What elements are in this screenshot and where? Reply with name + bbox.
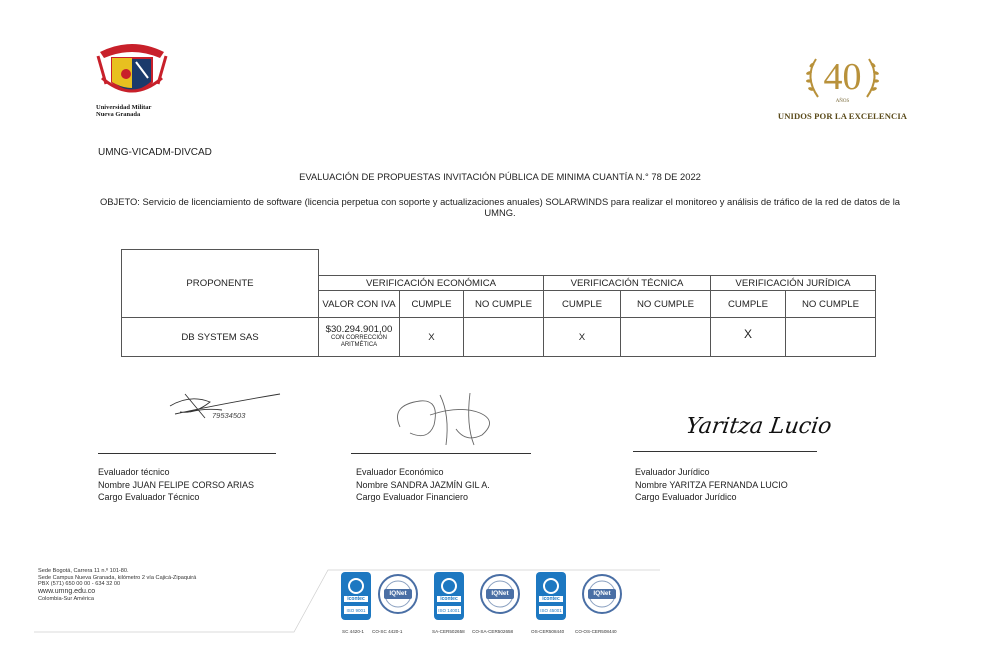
anniversary-logo — [770, 55, 915, 125]
technical-not-complies-header: NO CUMPLE — [621, 291, 711, 318]
cert-standard: ISO 9001 — [346, 608, 366, 613]
proponent-name: DB SYSTEM SAS — [122, 318, 319, 357]
economic-not-complies-header: NO CUMPLE — [464, 291, 544, 318]
value-cell — [319, 318, 400, 357]
technical-complies-mark: X — [544, 318, 621, 357]
cert-org: icontec — [347, 596, 365, 602]
evaluation-table — [121, 249, 876, 357]
cert-code: CO-OS-CER508440 — [575, 629, 617, 634]
icontec-iso45001-badge — [536, 572, 566, 625]
proposal-value: $30.294.901,00 — [325, 324, 393, 335]
economic-signature-line — [351, 453, 531, 454]
legal-verification-header: VERIFICACIÓN JURÍDICA — [711, 276, 876, 291]
icontec-iso14001-badge — [434, 572, 464, 625]
anniversary-label: AÑOS — [835, 99, 850, 104]
legal-evaluator-role: Evaluador Jurídico — [635, 467, 710, 477]
document-objective: OBJETO: Servicio de licenciamiento de software (licencia perpetua con soporte y actualizaciones anuales) SOLARWINDS para realizar el monitoreo y análisis de tráfico de la red de datos de la UMNG. — [99, 196, 901, 218]
website-link[interactable]: www.umng.edu.co — [38, 587, 96, 595]
iqnet-badge — [378, 572, 418, 621]
cert-code: CO-SA-CER502658 — [472, 629, 514, 634]
cert-org: IQNet — [593, 590, 611, 597]
technical-verification-header: VERIFICACIÓN TÉCNICA — [544, 276, 711, 291]
address-line: Sede Bogotá, Carrera 11 n.º 101-80. — [38, 568, 129, 574]
legal-complies-header: CUMPLE — [711, 291, 786, 318]
table-row — [122, 318, 876, 357]
legal-not-complies-header: NO CUMPLE — [786, 291, 876, 318]
economic-evaluator-block — [356, 466, 490, 504]
economic-evaluator-signature — [370, 385, 510, 455]
technical-evaluator-handwritten-id: 79534503 — [212, 411, 246, 420]
phone-line: PBX (571) 650 00 00 - 634 32 00 — [38, 581, 121, 588]
legal-evaluator-name: Nombre YARITZA FERNANDA LUCIO — [635, 479, 788, 490]
legal-complies-mark: X — [711, 318, 786, 357]
iqnet-badge — [582, 572, 622, 621]
value-with-vat-header: VALOR CON IVA — [319, 291, 400, 318]
economic-complies-header: CUMPLE — [400, 291, 464, 318]
cert-standard: ISO 45001 — [540, 608, 562, 613]
legal-signature-line — [633, 451, 817, 452]
university-logo — [92, 38, 172, 122]
icontec-iso9001-badge — [341, 572, 371, 625]
header-spacer — [319, 250, 876, 276]
iqnet-badge — [480, 572, 520, 621]
technical-evaluator-name: Nombre JUAN FELIPE CORSO ARIAS — [98, 479, 255, 490]
cert-code: SC 4420-1 — [342, 629, 364, 634]
university-name-line2: Nueva Granada — [96, 111, 141, 118]
cert-standard: ISO 14001 — [438, 608, 460, 613]
university-crest-icon — [92, 38, 172, 104]
technical-not-complies-mark — [621, 318, 711, 357]
anniversary-slogan: UNIDOS POR LA EXCELENCIA — [777, 111, 908, 121]
legal-evaluator-signature: Yaritza Lucio — [684, 414, 834, 439]
economic-evaluator-role: Evaluador Económico — [356, 467, 444, 477]
technical-evaluator-block — [98, 466, 254, 504]
technical-evaluator-role: Evaluador técnico — [98, 467, 170, 477]
cert-code: CO-SC 4420-1 — [372, 629, 403, 634]
cert-org: icontec — [440, 596, 458, 602]
economic-not-complies-mark — [464, 318, 544, 357]
technical-evaluator-signature — [150, 384, 290, 434]
legal-evaluator-block — [635, 466, 788, 504]
cert-org: IQNet — [389, 590, 407, 597]
proponent-header: PROPONENTE — [122, 250, 319, 318]
legal-not-complies-mark — [786, 318, 876, 357]
economic-verification-header: VERIFICACIÓN ECONÓMICA — [319, 276, 544, 291]
document-title: EVALUACIÓN DE PROPUESTAS INVITACIÓN PÚBLICA DE MINIMA CUANTÍA N.° 78 DE 2022 — [299, 171, 701, 182]
technical-evaluator-position: Cargo Evaluador Técnico — [98, 492, 200, 502]
anniversary-number: 40 — [823, 56, 862, 98]
department-code: UMNG-VICADM-DIVCAD — [98, 147, 212, 158]
cert-code: SA-CER502658 — [432, 629, 465, 634]
cert-org: IQNet — [491, 590, 509, 597]
proposal-value-note: CON CORRECCIÓN ARITMÉTICA — [330, 335, 387, 348]
economic-evaluator-position: Cargo Evaluador Financiero — [356, 492, 469, 502]
address-line: Sede Campus Nueva Granada, kilómetro 2 vía Cajicá-Zipaquirá — [38, 574, 197, 581]
technical-complies-header: CUMPLE — [544, 291, 621, 318]
technical-signature-line — [98, 453, 276, 454]
legal-evaluator-position: Cargo Evaluador Jurídico — [635, 492, 737, 502]
country-line: Colombia-Sur América — [38, 595, 94, 602]
cert-code: OS-CER508440 — [531, 629, 565, 634]
university-name-line1: Universidad Militar — [96, 104, 152, 111]
economic-complies-mark: X — [400, 318, 464, 357]
cert-org: icontec — [542, 596, 560, 602]
economic-evaluator-name: Nombre SANDRA JAZMÍN GIL A. — [356, 479, 490, 490]
